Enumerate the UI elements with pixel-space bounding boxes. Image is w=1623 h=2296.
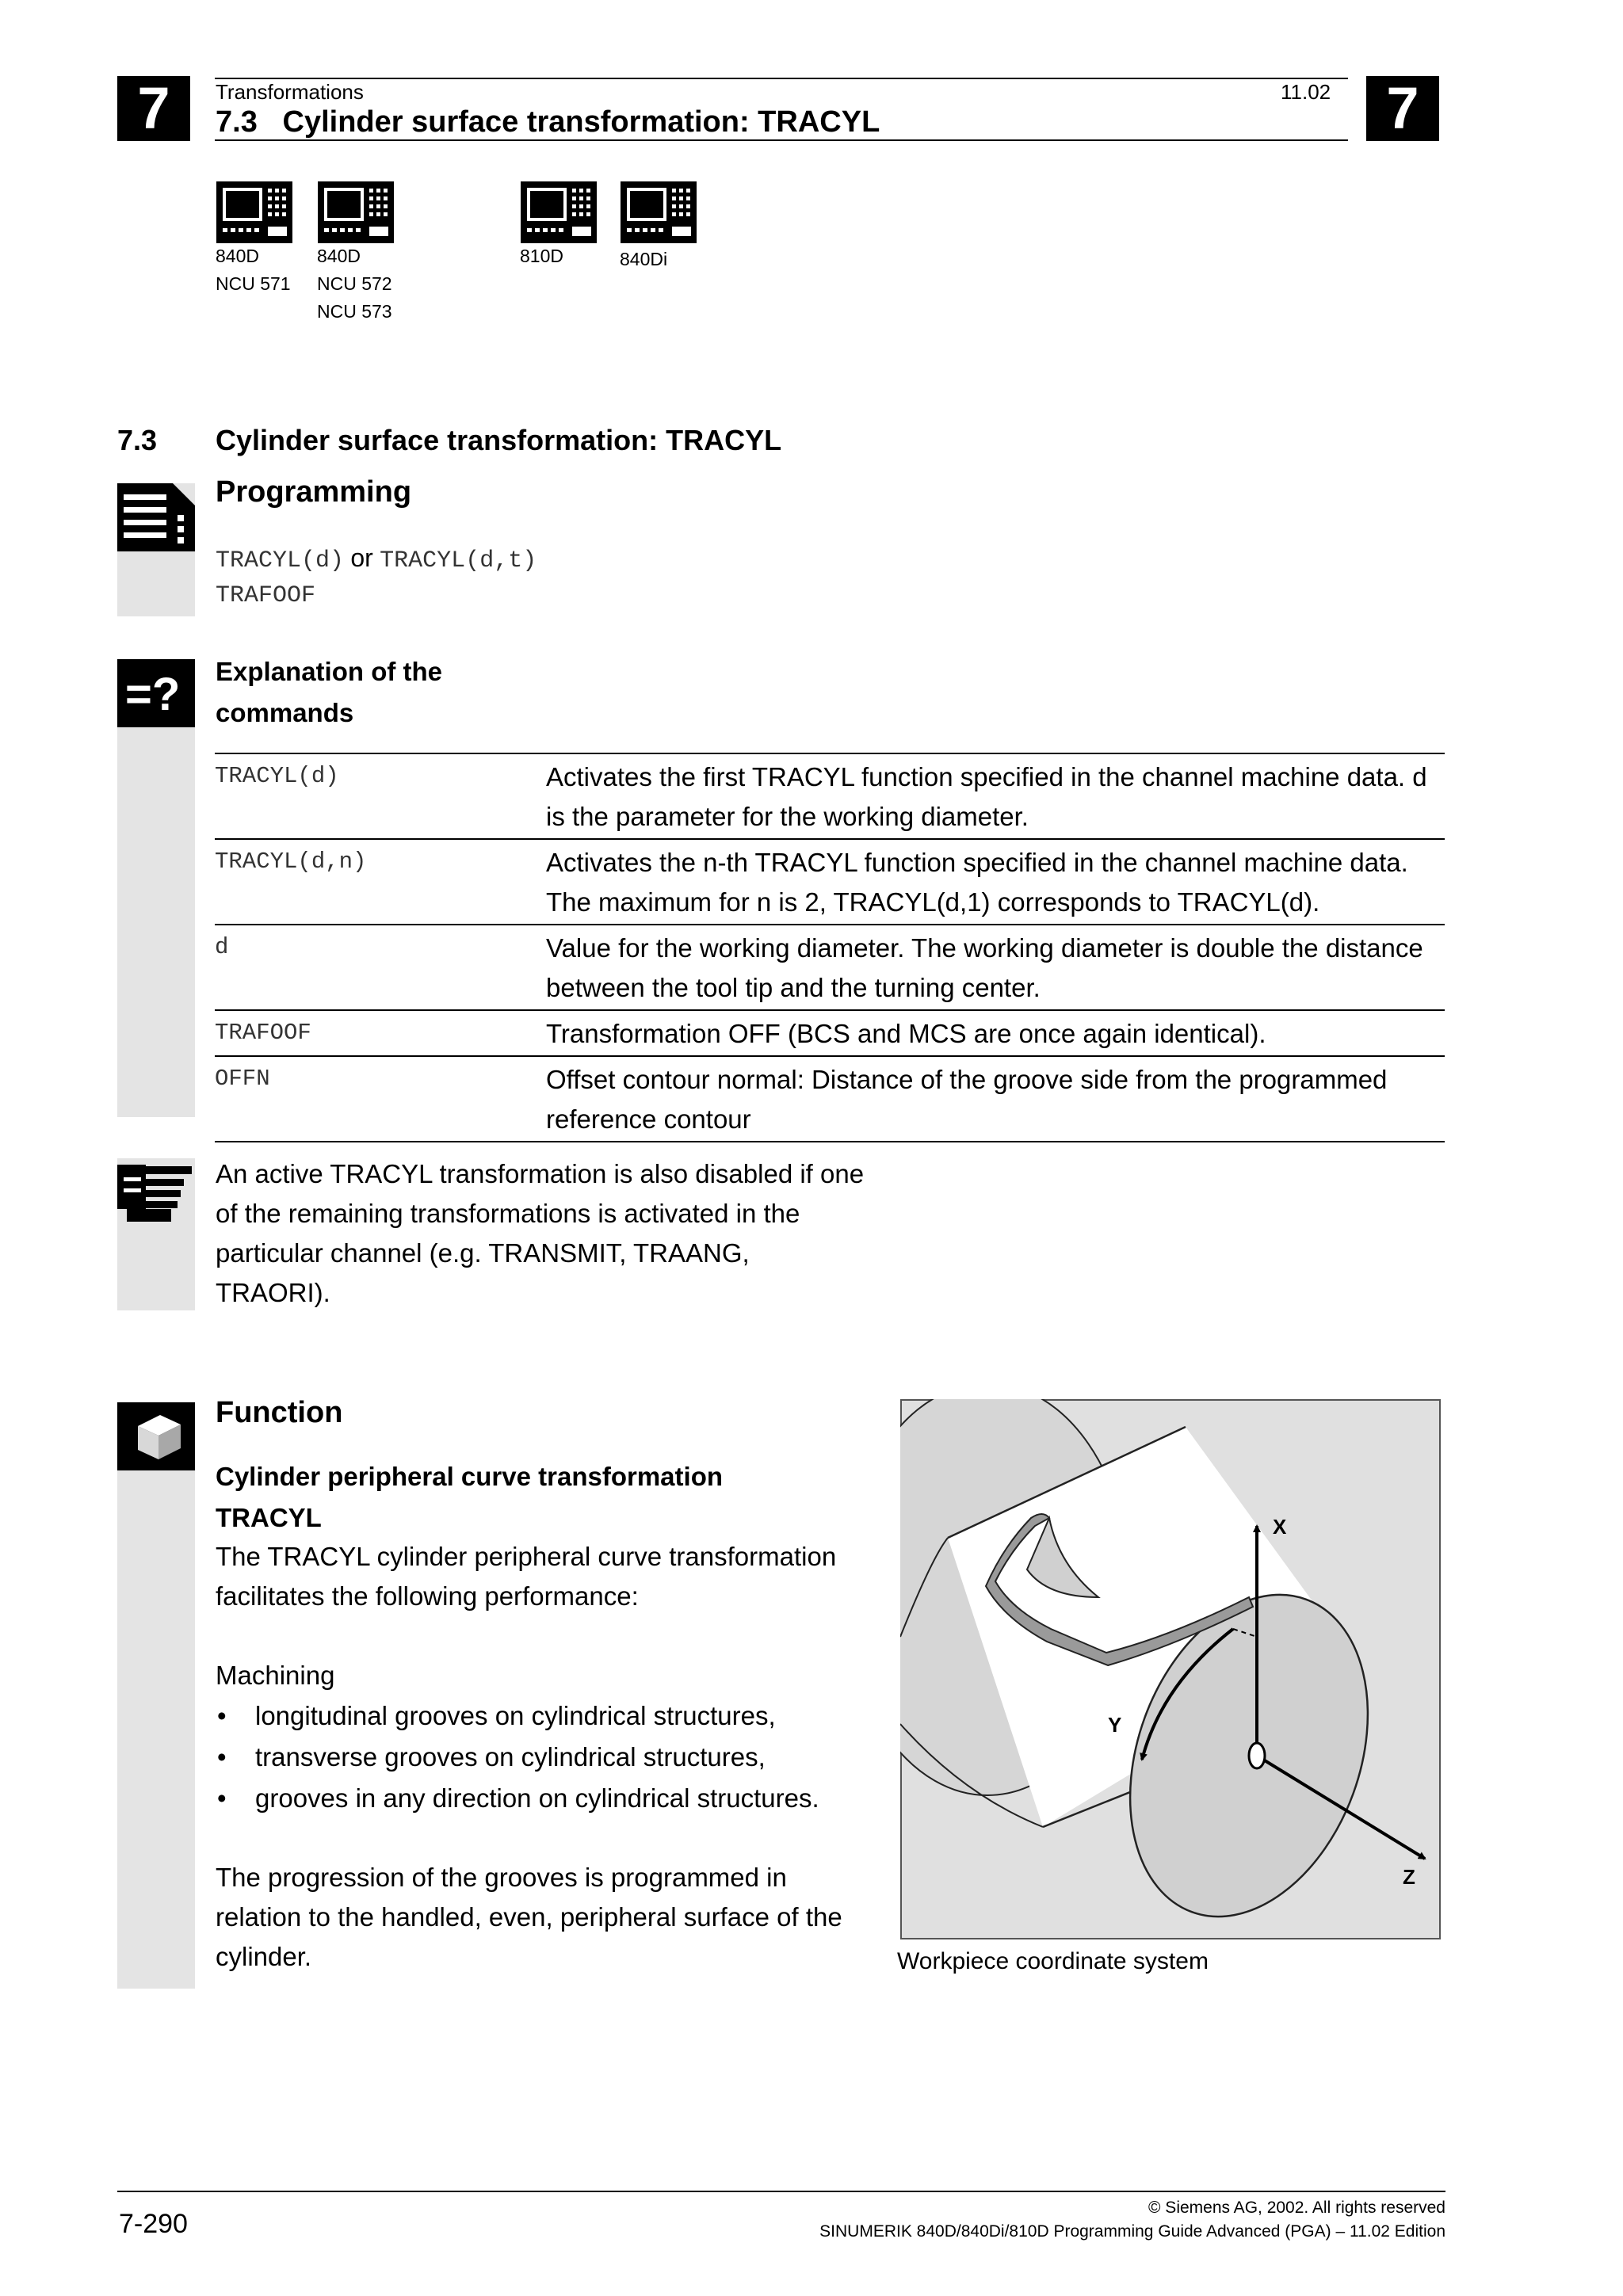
command-description: Activates the first TRACYL function specified in the channel machine data. d is the parameter for the working diameter. bbox=[546, 762, 1427, 831]
control-panel-icon-810d bbox=[520, 181, 598, 244]
panel-label-line: NCU 573 bbox=[317, 301, 392, 322]
command-description: Value for the working diameter. The working diameter is double the distance between the tool tip and the turning center. bbox=[546, 933, 1423, 1002]
programming-icon bbox=[117, 483, 195, 551]
cylinder-coordinate-figure bbox=[900, 1399, 1441, 1939]
figure-caption: Workpiece coordinate system bbox=[897, 1948, 1209, 1974]
margin-bar-explanation bbox=[117, 659, 195, 1117]
command-description: Transformation OFF (BCS and MCS are once again identical). bbox=[546, 1019, 1266, 1048]
section-title: Cylinder surface transformation: TRACYL bbox=[216, 424, 782, 456]
function-subheading: Cylinder peripheral curve transformation TRACYL bbox=[216, 1462, 724, 1532]
header-top-rule bbox=[215, 78, 1348, 79]
explanation-heading-line: commands bbox=[216, 698, 354, 727]
syntax-tracyl-dt: TRACYL(d,t) bbox=[380, 547, 537, 574]
axis-label-x: X bbox=[1273, 1515, 1287, 1539]
header-section-title: 7.3 Cylinder surface transformation: TRACYL bbox=[216, 105, 880, 139]
syntax-or: or bbox=[350, 543, 373, 572]
progression-text: The progression of the grooves is programmed in relation to the handled, even, peripheral surface of the cylinder. bbox=[216, 1863, 842, 1971]
programming-heading: Programming bbox=[216, 475, 412, 509]
note-text: An active TRACYL transformation is also disabled if one of the remaining transformations is activated in the particular channel (e.g. TRANSMIT, TRAANG, TRAORI). bbox=[216, 1159, 865, 1307]
chapter-number-right: 7 bbox=[1366, 76, 1439, 141]
panel-label-840d-571 bbox=[216, 242, 291, 298]
svg-text:=?: =? bbox=[125, 669, 181, 720]
function-cube-icon bbox=[117, 1402, 195, 1470]
command-table bbox=[215, 753, 1445, 1142]
list-item: • longitudinal grooves on cylindrical structures, bbox=[216, 1695, 865, 1737]
explanation-heading bbox=[216, 651, 442, 734]
table-row bbox=[215, 839, 1445, 925]
explanation-icon bbox=[117, 659, 195, 727]
machining-label: Machining bbox=[216, 1661, 335, 1690]
command-description: Activates the n-th TRACYL function specified in the channel machine data. The maximum for n is 2, TRACYL(d,1) corresponds to TRACYL(d). bbox=[546, 848, 1408, 917]
command-name: d bbox=[215, 934, 229, 960]
section-number: 7.3 bbox=[117, 424, 158, 456]
panel-label-line: NCU 571 bbox=[216, 273, 291, 294]
chapter-title: Transformations bbox=[216, 80, 364, 104]
panel-label-840di bbox=[620, 246, 667, 273]
function-heading: Function bbox=[216, 1396, 343, 1429]
control-panel-icon-840di bbox=[620, 181, 697, 244]
table-row bbox=[215, 1056, 1445, 1142]
command-description: Offset contour normal: Distance of the groove side from the programmed reference contour bbox=[546, 1065, 1388, 1134]
table-row bbox=[215, 753, 1445, 839]
machining-list bbox=[216, 1695, 865, 1819]
header-bottom-rule bbox=[215, 139, 1348, 141]
document-title: SINUMERIK 840D/840Di/810D Programming Guide Advanced (PGA) – 11.02 Edition bbox=[819, 2222, 1445, 2241]
command-name: TRACYL(d) bbox=[215, 763, 339, 789]
page-number: 7-290 bbox=[119, 2209, 188, 2239]
panel-label-line: NCU 572 bbox=[317, 273, 392, 294]
footer-rule bbox=[117, 2191, 1445, 2192]
programming-syntax-line-1 bbox=[216, 539, 537, 580]
axis-label-z: Z bbox=[1403, 1865, 1415, 1889]
list-item: • transverse grooves on cylindrical structures, bbox=[216, 1737, 865, 1778]
axis-label-y: Y bbox=[1108, 1713, 1122, 1737]
panel-label-line: 810D bbox=[520, 246, 563, 266]
version-label: 11.02 bbox=[1281, 80, 1331, 104]
syntax-trafoof: TRAFOOF bbox=[216, 582, 316, 609]
panel-label-840d-572 bbox=[317, 242, 392, 326]
margin-bar-function bbox=[117, 1402, 195, 1989]
control-panel-icon-840d-572 bbox=[317, 181, 395, 244]
control-panel-icon-840d-571 bbox=[216, 181, 293, 244]
list-item: • grooves in any direction on cylindrical structures. bbox=[216, 1778, 865, 1819]
command-name: TRAFOOF bbox=[215, 1020, 311, 1046]
table-row bbox=[215, 925, 1445, 1010]
pointing-hand-icon bbox=[117, 1158, 195, 1226]
panel-label-line: 840D bbox=[317, 246, 361, 266]
syntax-tracyl-d: TRACYL(d) bbox=[216, 547, 345, 574]
panel-label-line: 840D bbox=[216, 246, 259, 266]
command-name: TRACYL(d,n) bbox=[215, 849, 367, 875]
function-intro: The TRACYL cylinder peripheral curve transformation facilitates the following performance: bbox=[216, 1542, 837, 1611]
panel-label-line: 840Di bbox=[620, 249, 668, 269]
command-name: OFFN bbox=[215, 1066, 270, 1092]
copyright-notice: © Siemens AG, 2002. All rights reserved bbox=[1148, 2199, 1445, 2217]
explanation-heading-line: Explanation of the bbox=[216, 657, 443, 686]
panel-label-810d bbox=[520, 242, 563, 270]
chapter-number-left: 7 bbox=[117, 76, 190, 141]
table-row bbox=[215, 1010, 1445, 1056]
